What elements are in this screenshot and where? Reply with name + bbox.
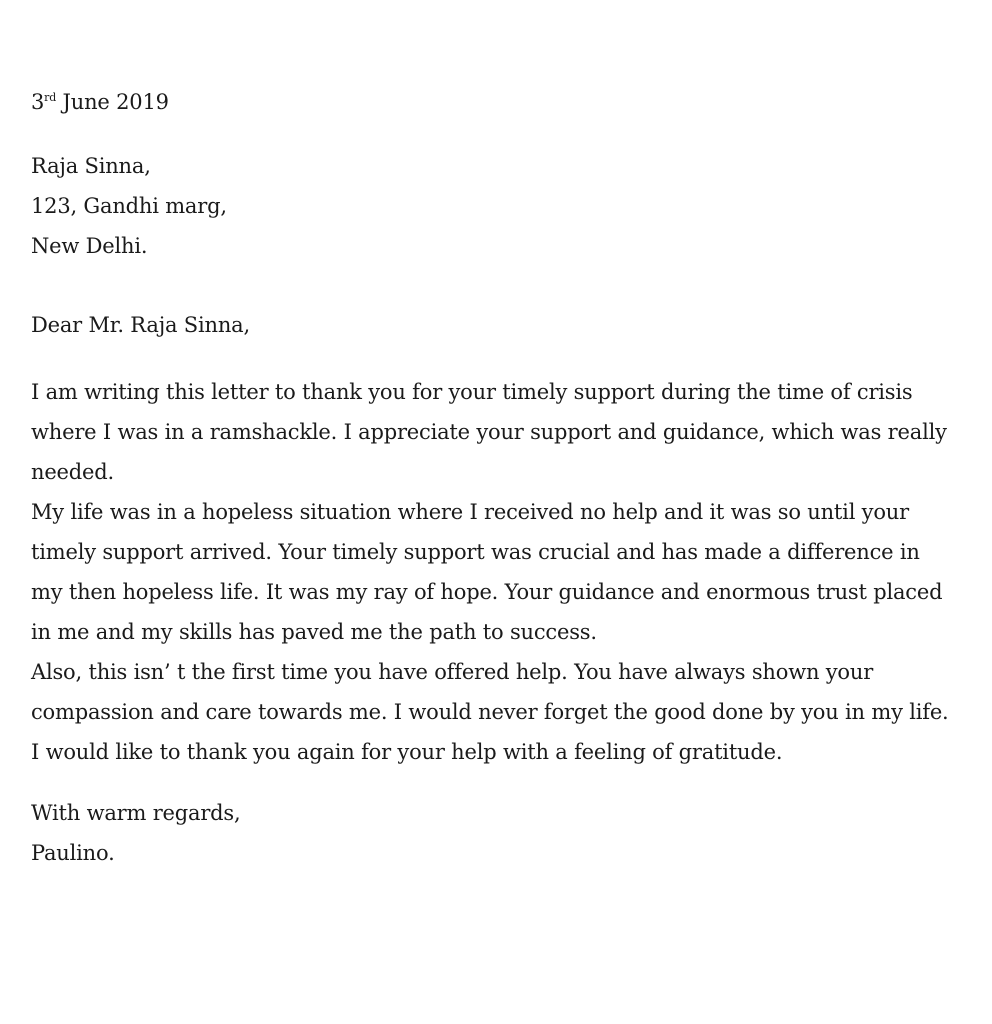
body-line: Also, this isn’ t the first time you have offered help. You have always shown your — [31, 660, 874, 684]
letter-page — [31, 82, 976, 865]
date-day: 3 — [31, 90, 45, 114]
body-line: timely support arrived. Your timely support was crucial and has made a difference in — [31, 540, 920, 564]
letter-date — [31, 82, 976, 122]
body-line: where I was in a ramshackle. I appreciate your support and guidance, which was really — [31, 420, 947, 444]
recipient-city: New Delhi. — [31, 234, 148, 258]
recipient-name: Raja Sinna, — [31, 154, 151, 178]
body-line: in me and my skills has paved me the path to success. — [31, 620, 597, 644]
signature: Paulino. — [31, 841, 115, 865]
salutation: Dear Mr. Raja Sinna, — [31, 313, 250, 337]
date-suffix: rd — [44, 91, 57, 104]
date-rest: June 2019 — [56, 90, 169, 114]
body-line: My life was in a hopeless situation where I received no help and it was so until your — [31, 500, 909, 524]
body-line: compassion and care towards me. I would never forget the good done by you in my life. — [31, 700, 949, 724]
letter-closing — [31, 793, 240, 873]
body-line: I am writing this letter to thank you for your timely support during the time of crisis — [31, 380, 913, 404]
body-line: my then hopeless life. It was my ray of hope. Your guidance and enormous trust placed — [31, 580, 943, 604]
body-line: needed. — [31, 460, 114, 484]
body-line: I would like to thank you again for your help with a feeling of gratitude. — [31, 740, 783, 764]
recipient-street: 123, Gandhi marg, — [31, 194, 227, 218]
letter-body — [31, 372, 949, 772]
closing-phrase: With warm regards, — [31, 801, 241, 825]
recipient-address — [31, 146, 227, 266]
